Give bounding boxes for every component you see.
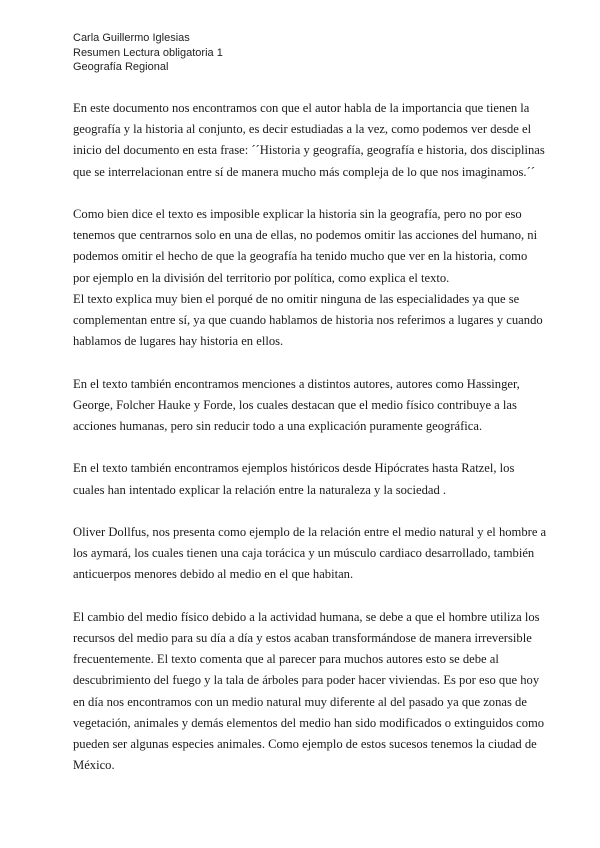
text-line: hablamos de lugares hay historia en ellos. <box>73 334 284 349</box>
document-title: Resumen Lectura obligatoria 1 <box>73 46 223 59</box>
text-line: podemos omitir el hecho de que la geografía ha tenido mucho que ver en la historia, como <box>73 249 528 264</box>
paragraph-authors <box>73 374 533 438</box>
text-line: los aymará, los cuales tienen una caja torácica y un músculo cardiaco desarrollado, también <box>73 546 535 561</box>
author-name: Carla Guillermo Iglesias <box>73 32 190 44</box>
text-line: geografía y la historia al conjunto, es decir estudiadas a la vez, como podemos ver desde el <box>73 122 532 137</box>
text-line: cuales han intentado explicar la relación entre la naturaleza y la sociedad . <box>73 482 447 497</box>
paragraph-complement <box>73 289 543 353</box>
paragraph-human-activity <box>73 607 545 777</box>
text-line: anticuerpos menores debido al medio en el que habitan. <box>73 567 354 582</box>
text-line: Oliver Dollfus, nos presenta como ejemplo de la relación entre el medio natural y el hombre a <box>73 525 547 539</box>
document-header <box>73 31 223 75</box>
text-line: México. <box>73 758 115 773</box>
text-line: En este documento nos encontramos con que el autor habla de la importancia que tienen la <box>73 101 530 115</box>
text-line: por ejemplo en la división del territorio por política, como explica el texto. <box>73 270 450 285</box>
document-body <box>73 98 547 776</box>
text-line: frecuentemente. El texto comenta que al parecer para muchos autores esto se debe al <box>73 652 499 667</box>
text-line: acciones humanas, pero sin reducir todo a una explicación puramente geográfica. <box>73 419 483 434</box>
text-line: que se interrelacionan entre sí de manera mucho más compleja de lo que nos imaginamos.´´ <box>73 164 535 179</box>
text-line: vegetación, animales y demás elementos del medio han sido modificados o extinguidos como <box>73 715 545 730</box>
text-line: El texto explica muy bien el porqué de no omitir ninguna de las especialidades ya que se <box>73 291 520 306</box>
course-name: Geografía Regional <box>73 61 169 73</box>
text-line: George, Folcher Hauke y Forde, los cuales destacan que el medio físico contribuye a las <box>73 397 517 412</box>
paragraph-dollfus <box>73 522 547 586</box>
paragraph-historical-examples <box>73 458 533 500</box>
text-line: En el texto también encontramos menciones a distintos autores, autores como Hassinger, <box>73 376 520 391</box>
text-line: descubrimiento del fuego y la tala de árboles para poder hacer viviendas. Es por eso que hoy <box>73 673 540 688</box>
paragraph-intro <box>73 98 545 183</box>
text-line: recursos del medio para su día a día y estos acaban transformándose de manera irreversible <box>73 631 532 645</box>
paragraph-history-geography <box>73 204 538 289</box>
text-line: tenemos que centrarnos solo en una de ellas, no podemos omitir las acciones del humano, ni <box>73 228 538 243</box>
text-line: pueden ser algunas especies animales. Como ejemplo de estos sucesos tenemos la ciudad de <box>73 737 537 752</box>
text-line: En el texto también encontramos ejemplos históricos desde Hipócrates hasta Ratzel, los <box>73 461 515 476</box>
text-line: inicio del documento en esta frase: ´´Historia y geografía, geografía e historia, dos disciplinas <box>73 143 545 158</box>
text-line: El cambio del medio físico debido a la actividad humana, se debe a que el hombre utiliza los <box>73 609 540 624</box>
text-line: Como bien dice el texto es imposible explicar la historia sin la geografía, pero no por eso <box>73 207 522 221</box>
text-line: complementan entre sí, ya que cuando hablamos de historia nos referimos a lugares y cuando <box>73 313 543 328</box>
text-line: en día nos encontramos con un medio natural muy diferente al del pasado ya que zonas de <box>73 694 527 709</box>
